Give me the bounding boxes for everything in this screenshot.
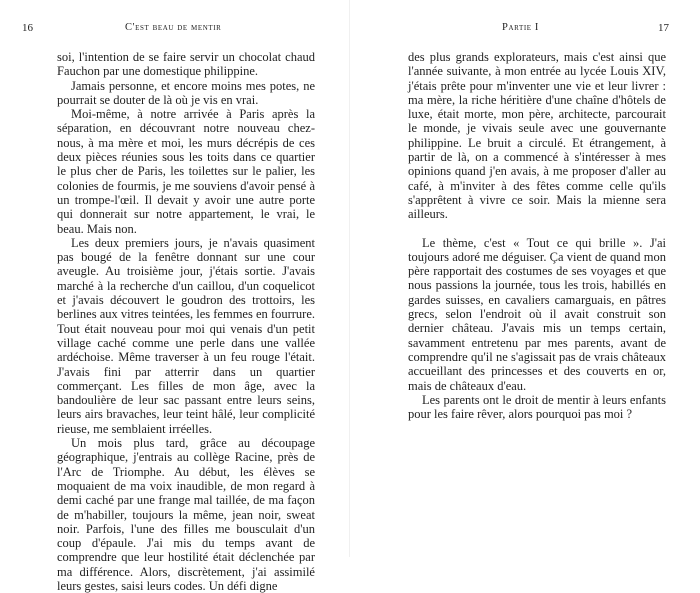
running-head: Partie I <box>502 22 539 33</box>
page-number: 16 <box>22 22 33 34</box>
paragraph: Moi-même, à notre arrivée à Paris après la séparation, en découvrant notre nouveau chez-nous, à ma mère et moi, les murs décrépis de ces deux pièces réunies sous les toits dans ce quartier le plus cher de Paris, les toilettes sur le palier, les colonies de fourmis, je me souviens d'avoir pensé à un trompe-l'œil. Il devait y avoir une autre porte qui donnerait sur notre appartement, le vrai, le beau. Mais non. <box>57 107 315 236</box>
paragraph: Jamais personne, et encore moins mes potes, ne pourrait se douter de là où je vis en vrai. <box>57 78 315 107</box>
body-text <box>408 50 666 421</box>
page-number: 17 <box>658 22 669 34</box>
paragraph: des plus grands explorateurs, mais c'est ainsi que l'année suivante, à mon entrée au lycée Louis XIV, j'étais prête pour m'inventer une vie et leur livrer : ma mère, la riche héritière d'une chaîne d'hôtels de luxe, était morte, mon père, architecte, parcourait le monde, je vivais seule avec une gouvernante philippine. Le bruit a circulé. Et étrangement, à partir de là, on a commencé à s'intéresser à mes opinions quand j'en avais, à me proposer d'aller au café, à m'inviter à des fêtes comme celle qu'ils s'apprêtent à vivre ce soir. Mais la mienne sera ailleurs. <box>408 50 666 222</box>
paragraph: Les deux premiers jours, je n'avais quasiment pas bougé de la fenêtre donnant sur une cour aveugle. Au troisième jour, j'étais sortie. J'avais marché à la recherche d'un caillou, d'un coquelicot et j'avais découvert le goudron des trottoirs, les berlines aux vitres teintées, les femmes en fourrure. Tout était nouveau pour moi qui venais d'un petit village caché comme une perle dans une vallée ardéchoise. Même traverser à un feu rouge l'était. J'avais fini par atterrir dans un quartier commerçant. Les filles de mon âge, avec la bandoulière de leur sac passant entre leurs seins, leurs airs bravaches, leur teint hâlé, leur complicité rieuse, me semblaient irréelles. <box>57 235 315 436</box>
right-page <box>350 0 700 557</box>
running-head: C'est beau de mentir <box>125 22 222 33</box>
paragraph: Les parents ont le droit de mentir à leurs enfants pour les faire rêver, alors pourquoi pas moi ? <box>408 392 666 422</box>
paragraph: Un mois plus tard, grâce au découpage géographique, j'entrais au collège Racine, près de l'Arc de Triomphe. Au début, les élèves se moquaient de ma voix inaudible, de mon regard à demi caché par une frange mal taillée, de ma façon de m'habiller, toujours la même, jean noir, sweat noir. Parfois, l'une des filles me bousculait d'un coup d'épaule. J'ai mis du temps avant de comprendre que leur hostilité était déclenchée par ma différence. Alors, discrètement, j'ai assimilé leurs gestes, saisi leurs codes. Un défi digne <box>57 436 315 593</box>
paragraph: Le thème, c'est « Tout ce qui brille ». J'ai toujours adoré me déguiser. Ça vient de quand mon père rapportait des costumes de ses voyages et que nous passions la journée, tous les trois, habillés en gardes suisses, en cavaliers camarguais, en pâtres grecs, selon l'endroit où il avait construit son dernier château. J'avais mis un temps certain, savamment entretenu par mes parents, avant de comprendre qu'il ne s'agissait pas de vrais châteaux accueillant des princesses et des couverts en or, mais de châteaux d'eau. <box>408 235 666 393</box>
body-text <box>57 50 315 593</box>
paragraph: soi, l'intention de se faire servir un chocolat chaud Fauchon par une domestique philippine. <box>57 50 315 79</box>
